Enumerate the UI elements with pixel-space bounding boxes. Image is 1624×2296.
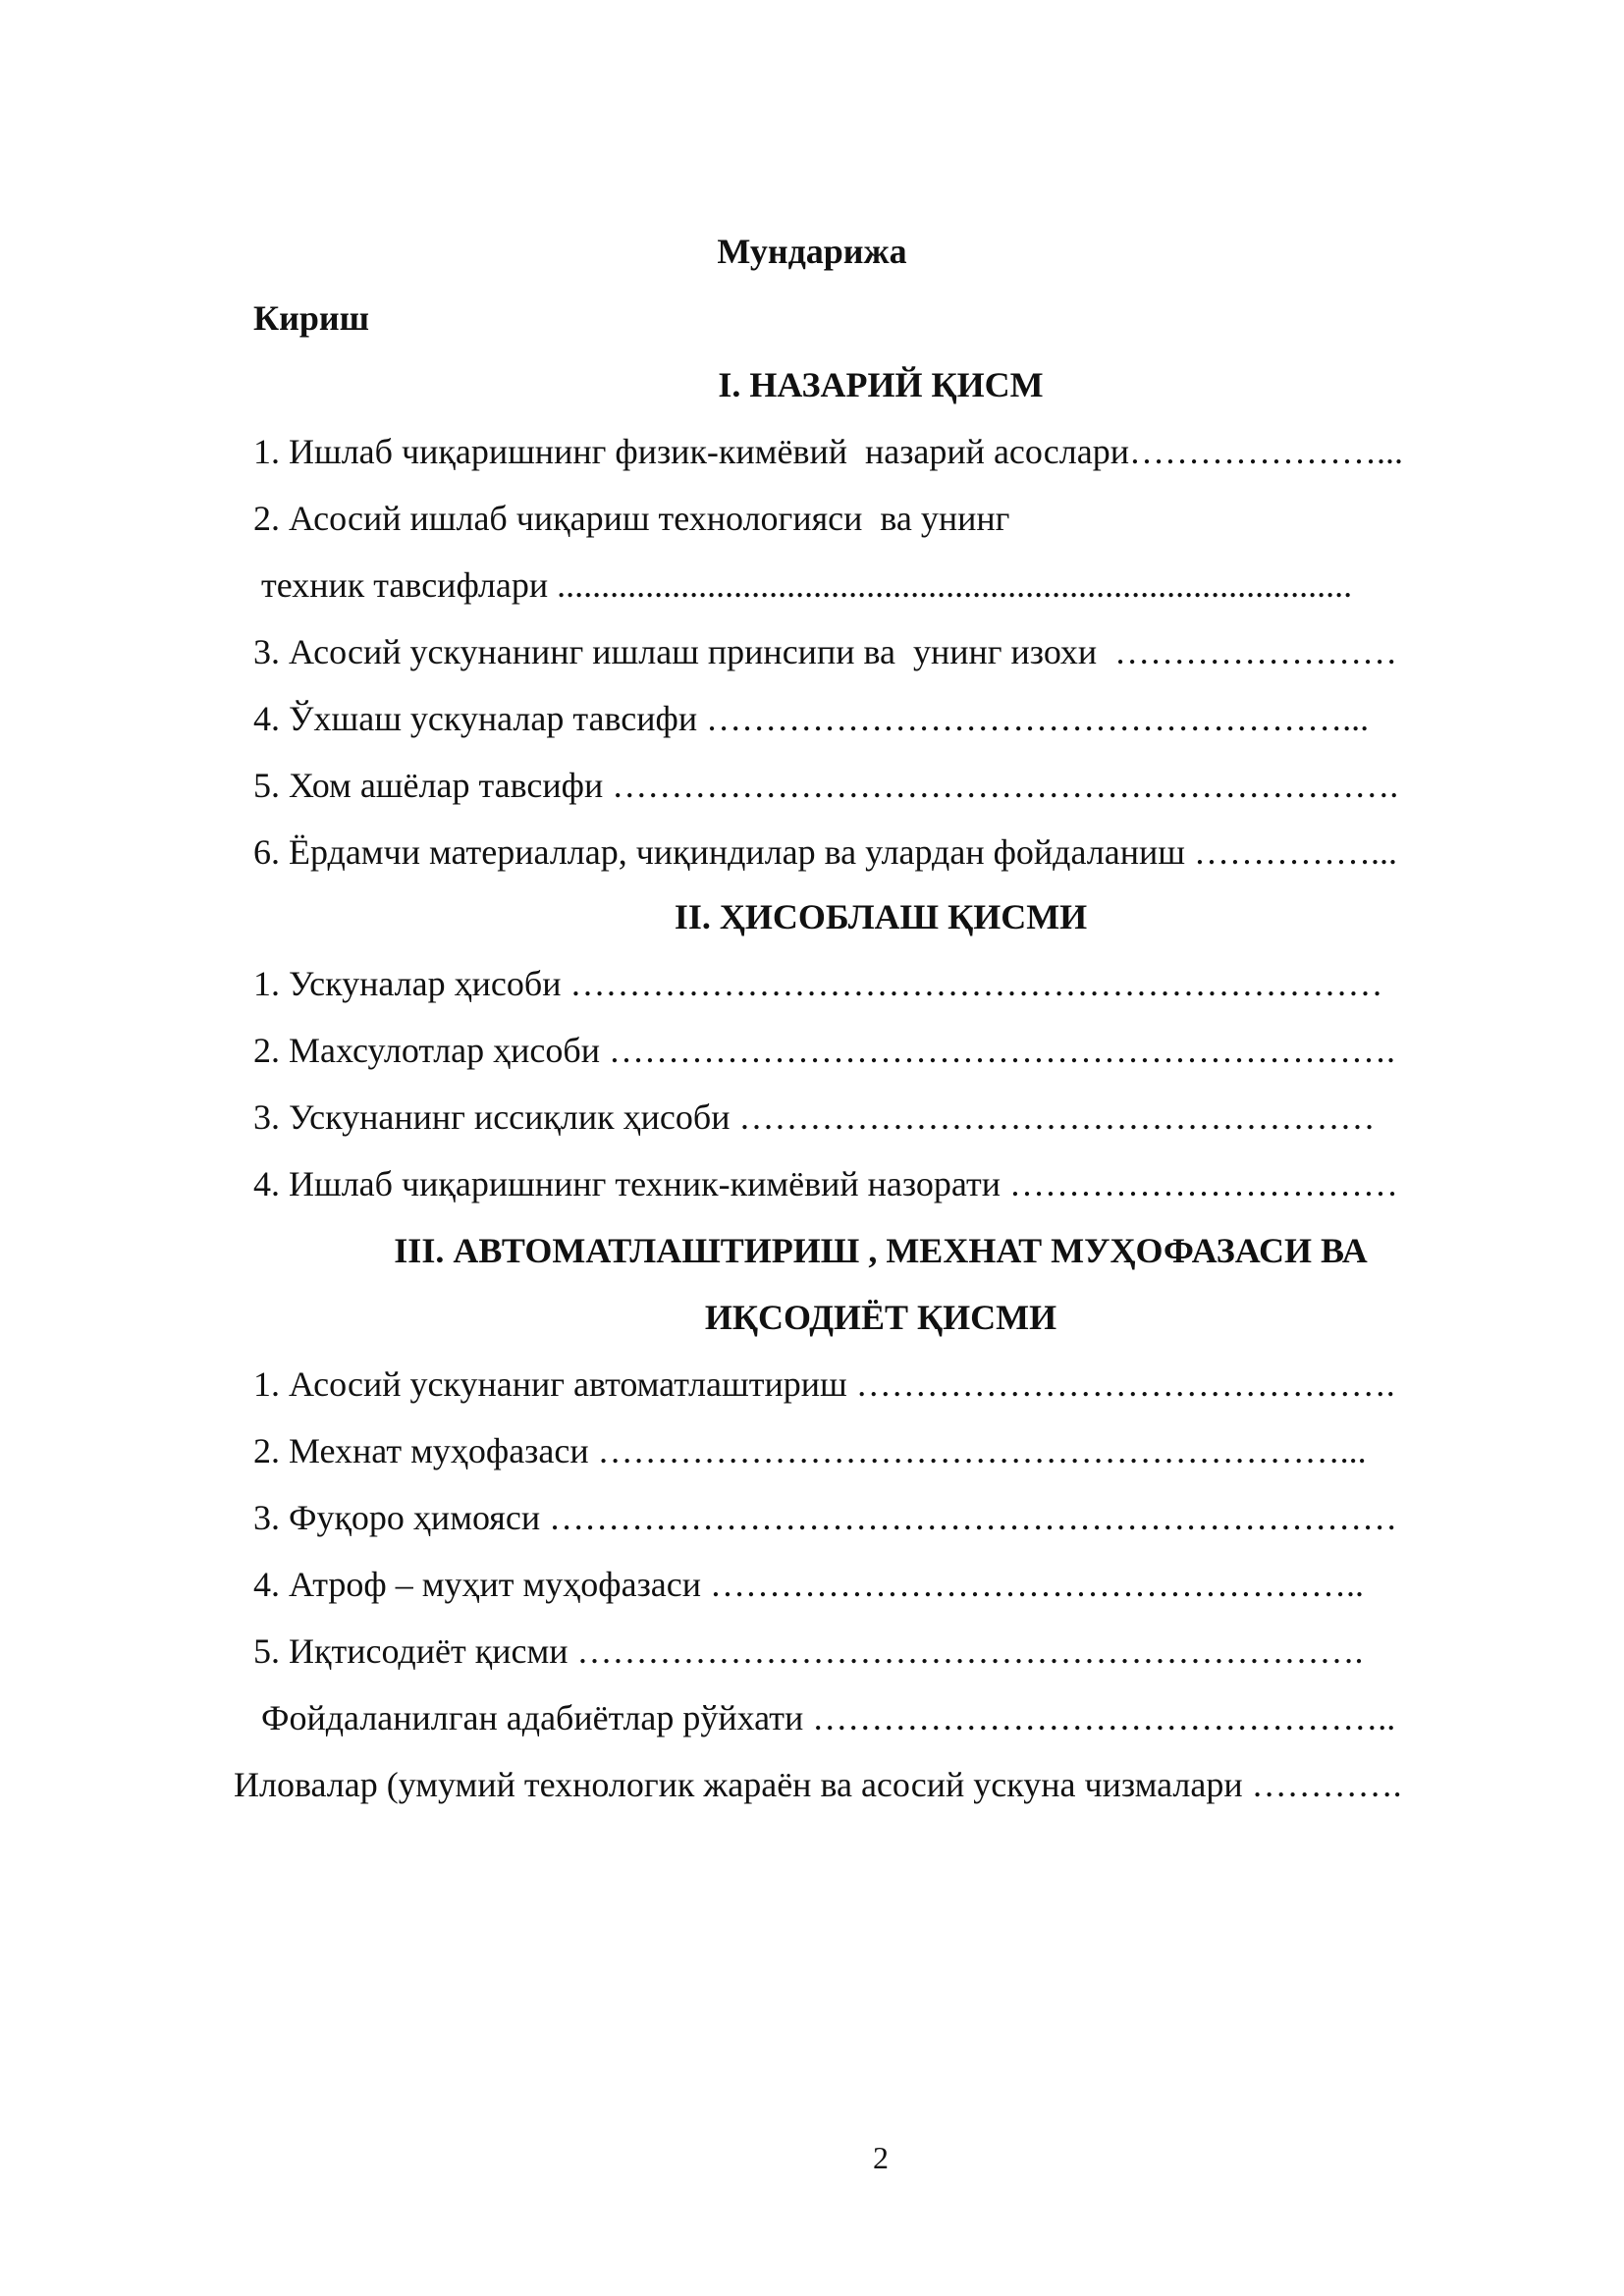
toc-intro: Кириш [253, 298, 370, 338]
toc-item-appendices: Иловалар (умумий технологик жараён ва асосий ускуна чизмалари …………. [234, 1765, 1402, 1804]
section1-heading: I. НАЗАРИЙ ҚИСМ [718, 365, 1044, 404]
toc-item-bibliography: Фойдаланилган адабиётлар рўйхати ………………………………………….. [261, 1698, 1396, 1737]
toc-title: Мундарижа [717, 232, 907, 271]
toc-item: 5. Иқтисодиёт қисми …………………………………………………………. [253, 1631, 1364, 1671]
toc-item: 3. Фуқоро ҳимояси ……………………………………………………………… [253, 1498, 1398, 1537]
toc-item: 4. Ишлаб чиқаришнинг техник-кимёвий назорати …………………………… [253, 1164, 1398, 1203]
toc-item: 1. Ускуналар ҳисоби …………………………………………………………… [253, 964, 1383, 1003]
toc-item: 2. Асосий ишлаб чиқариш технологияси ва унинг [253, 499, 1010, 538]
page-number: 2 [873, 2140, 889, 2175]
section2-heading: II. ҲИСОБЛАШ ҚИСМИ [674, 897, 1088, 936]
toc-item: 4. Ўхшаш ускуналар тавсифи ………………………………………………... [253, 699, 1370, 738]
toc-item: 1. Ишлаб чиқаришнинг физик-кимёвий назарий асослари…………………... [253, 432, 1403, 471]
toc-item: 4. Атроф – муҳит муҳофазаси ……………………………………………….. [253, 1565, 1365, 1604]
toc-item: 6. Ёрдамчи материаллар, чиқиндилар ва улардан фойдаланиш ……………... [253, 832, 1397, 872]
toc-item: 2. Мехнат муҳофазаси ………………………………………………………... [253, 1431, 1367, 1470]
toc-item: 3. Асосий ускунанинг ишлаш принсипи ва унинг изохи …………………… [253, 632, 1398, 671]
toc-item-continuation: техник тавсифлари .......................................................................................... [261, 565, 1353, 605]
toc-item: 3. Ускунанинг иссиқлик ҳисоби ……………………………………………… [253, 1097, 1376, 1137]
section3-heading-line1: III. АВТОМАТЛАШТИРИШ , МЕХНАТ МУҲОФАЗАСИ ВА [394, 1231, 1368, 1270]
toc-item: 2. Махсулотлар ҳисоби …………………………………………………………. [253, 1031, 1395, 1070]
toc-item: 5. Хом ашёлар тавсифи …………………………………………………………. [253, 766, 1399, 805]
toc-item: 1. Асосий ускунаниг автоматлаштириш ………………………………………. [253, 1364, 1395, 1404]
section3-heading-line2: ИҚСОДИЁТ ҚИСМИ [704, 1298, 1057, 1337]
